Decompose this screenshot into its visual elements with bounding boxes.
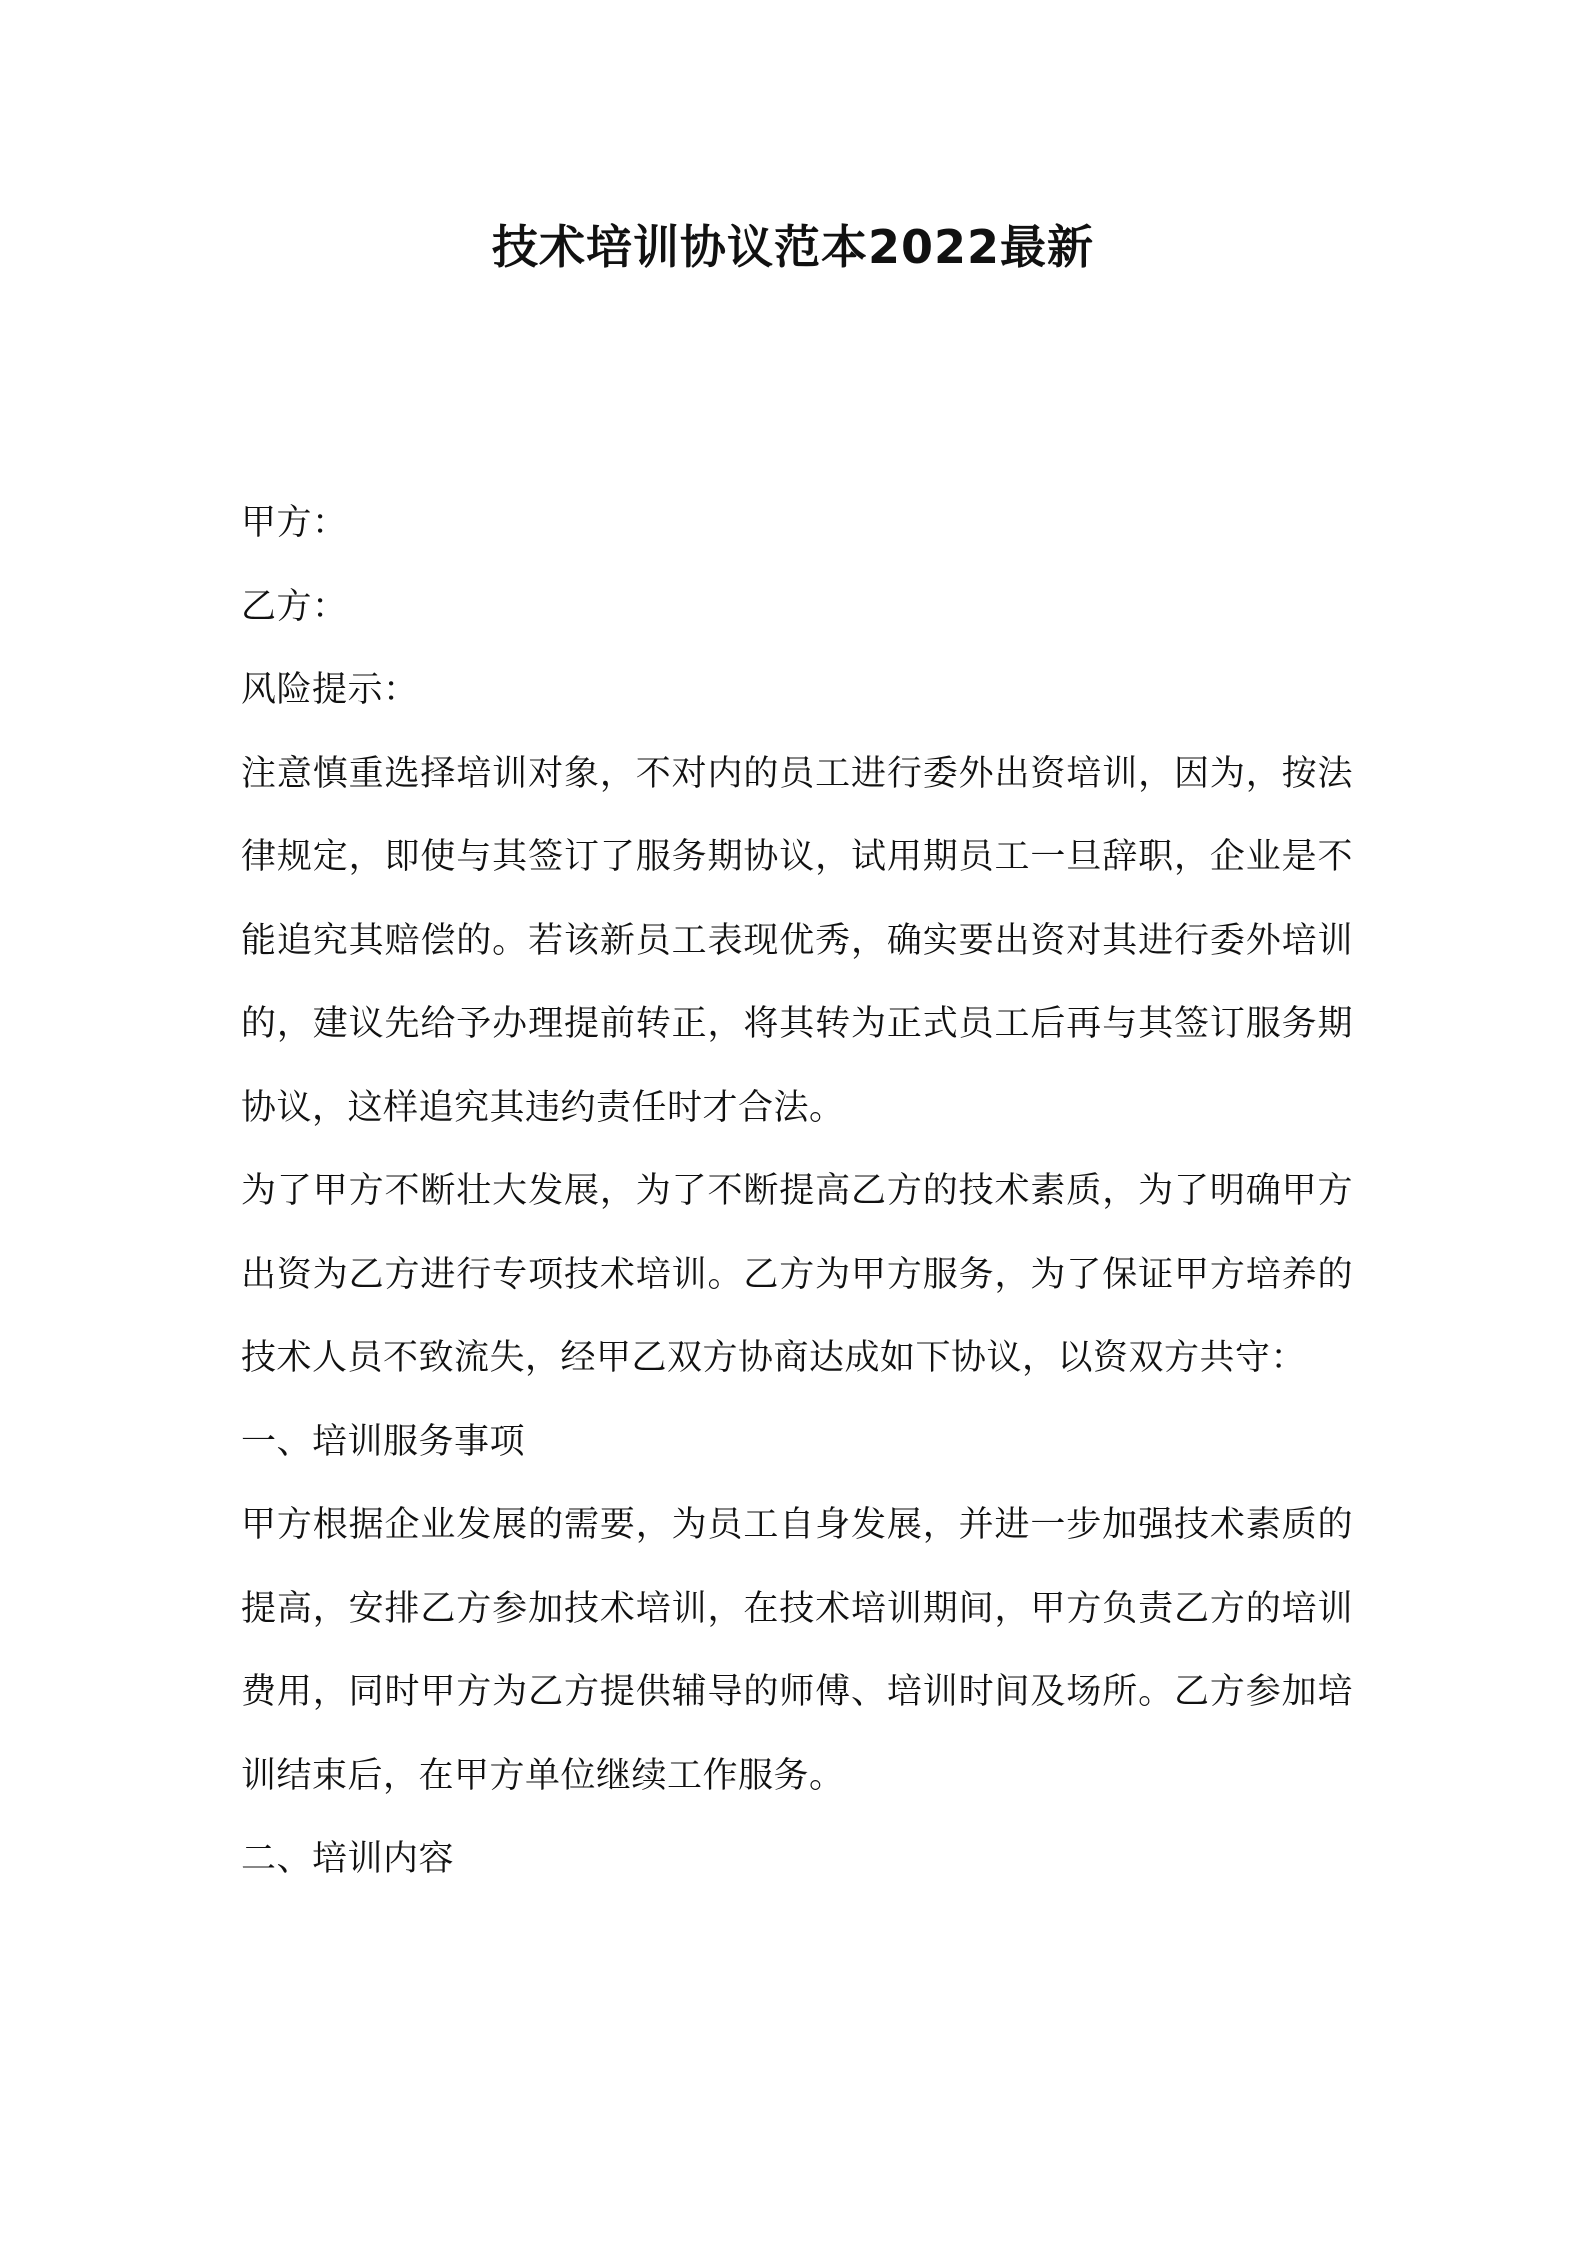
- risk-notice-paragraph: 注意慎重选择培训对象，不对内的员工进行委外出资培训，因为，按法律规定，即使与其签订了服务期协议，试用期员工一旦辞职，企业是不能追究其赔偿的。若该新员工表现优秀，确实要出资对其进行委外培训的，建议先给予办理提前转正，将其转为正式员工后再与其签订服务期协议，这样追究其违约责任时才合法。: [241, 753, 1353, 1128]
- preamble-paragraph: 为了甲方不断壮大发展，为了不断提高乙方的技术素质，为了明确甲方出资为乙方进行专项技术培训。乙方为甲方服务，为了保证甲方培养的技术人员不致流失，经甲乙双方协商达成如下协议，以资双方共守：: [241, 1171, 1353, 1378]
- party-b-label: 乙方：: [241, 586, 348, 627]
- document-title: 技术培训协议范本2022最新: [491, 220, 1095, 274]
- risk-notice-label: 风险提示：: [241, 670, 419, 710]
- training-service-paragraph: 甲方根据企业发展的需要，为员工自身发展，并进一步加强技术素质的提高，安排乙方参加技术培训，在技术培训期间，甲方负责乙方的培训费用，同时甲方为乙方提供辅导的师傅、培训时间及场所。乙方参加培训结束后，在甲方单位继续工作服务。: [241, 1505, 1353, 1796]
- party-a-label: 甲方：: [241, 503, 348, 543]
- section-heading-training-content: 二、培训内容: [241, 1839, 455, 1879]
- section-heading-training-service: 一、培训服务事项: [241, 1421, 526, 1462]
- document-body: [241, 482, 1353, 1902]
